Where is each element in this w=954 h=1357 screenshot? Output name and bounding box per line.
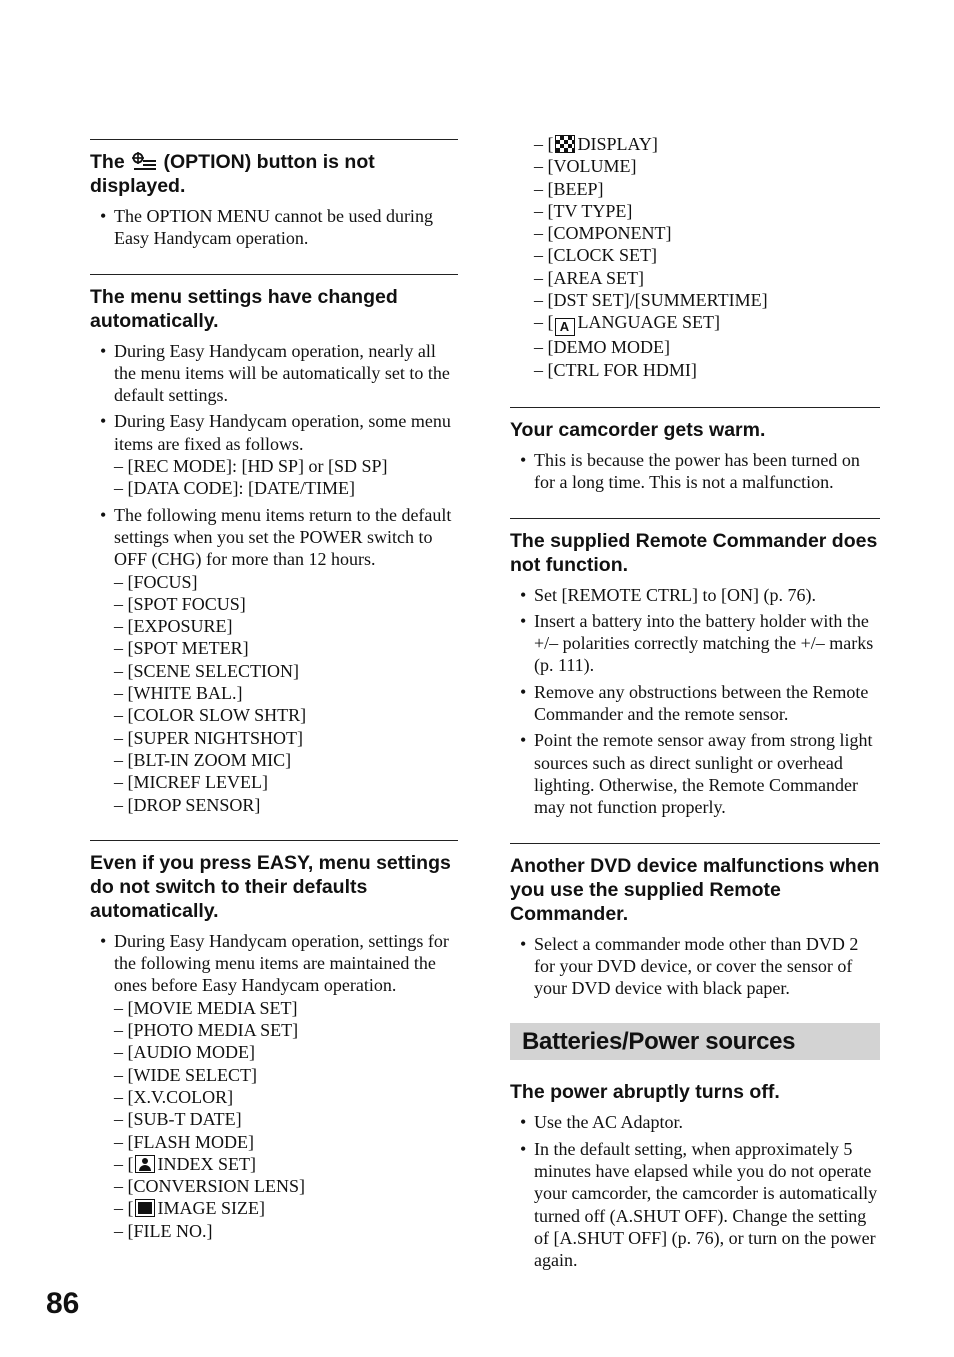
sub-list (114, 455, 458, 500)
sub-item: – [WIDE SELECT] (114, 1064, 257, 1085)
sub-item: – [AUDIO MODE] (114, 1042, 255, 1063)
list-item: • The following menu items return to the default settings when you set the POWER switch to OFF (CHG) for more than 12 hours. – [FOCUS] – [SPOT FOCUS] – [EXPOSURE] – [SPOT METER] – [SCENE SELECTION] – [WHITE BAL.] – [COLOR SLOW SHTR] – [SUPER NIGHTSHOT] – [BLT-IN ZOOM MIC] – [MICREF LEVEL] – [DROP SENSOR] (90, 504, 458, 816)
section-remote-not-function (510, 518, 880, 819)
list-item: • This is because the power has been turned on for a long time. This is not a malfunction. (510, 449, 880, 494)
bullet-list (90, 205, 458, 250)
language-icon: A (555, 318, 575, 336)
sub-item: – [ INDEX SET] (114, 1153, 256, 1174)
sub-list (114, 571, 458, 816)
sub-item: – [DEMO MODE] (534, 337, 670, 358)
section-heading: The supplied Remote Commander does not function. (510, 529, 878, 576)
image-size-icon (135, 1199, 155, 1217)
sub-item: – [SUB-T DATE] (114, 1109, 242, 1130)
list-item: • Select a commander mode other than DVD 2 for your DVD device, or cover the sensor of your DVD device with black paper. (510, 933, 880, 1000)
sub-item: – [COLOR SLOW SHTR] (114, 705, 307, 726)
display-icon (555, 135, 575, 153)
sub-item: – [SPOT FOCUS] (114, 593, 246, 614)
sub-item: – [AREA SET] (534, 267, 644, 288)
sub-item: – [DROP SENSOR] (114, 794, 261, 815)
sub-item: – [BEEP] (534, 178, 604, 199)
section-dvd-malfunction (510, 843, 880, 1000)
sub-list (114, 997, 458, 1242)
section-easy-defaults (90, 840, 458, 1242)
section-heading: The power abruptly turns off. (510, 1081, 780, 1104)
sub-item: – [DATA CODE]: [DATE/TIME] (114, 478, 356, 499)
list-item: • Insert a battery into the battery holder with the +/– polarities correctly matching the +/– marks (p. 111). (510, 610, 880, 677)
sub-item: – [REC MODE]: [HD SP] or [SD SP] (114, 456, 388, 477)
list-item: • Remove any obstructions between the Remote Commander and the remote sensor. (510, 681, 880, 726)
section-heading: The (OPTION) button is not displayed. (90, 151, 375, 197)
section-menu-settings-changed (90, 274, 458, 816)
bullet-list (90, 930, 458, 1242)
sub-item: – [DST SET]/[SUMMERTIME] (534, 290, 768, 311)
list-item: • During Easy Handycam operation, nearly all the menu items will be automatically set to the default settings. (90, 340, 458, 407)
sub-item: – [SUPER NIGHTSHOT] (114, 727, 303, 748)
bullet-list (510, 584, 880, 819)
bullet-list (510, 933, 880, 1000)
section-heading: Your camcorder gets warm. (510, 418, 766, 441)
section-banner-batteries: Batteries/Power sources (510, 1023, 880, 1060)
sub-item: – [SCENE SELECTION] (114, 660, 299, 681)
list-item: • The OPTION MENU cannot be used during Easy Handycam operation. (90, 205, 458, 250)
list-item: • Set [REMOTE CTRL] to [ON] (p. 76). (510, 584, 880, 606)
sub-item: – [ A LANGUAGE SET] (534, 312, 720, 335)
list-item: • During Easy Handycam operation, settings for the following menu items are maintained the ones before Easy Handycam operation. – [MOVIE MEDIA SET] – [PHOTO MEDIA SET] – [AUDIO MODE] – [WIDE SELECT] – [X.V.COLOR] – [SUB-T DATE] – [FLASH MODE] – [ INDEX SET] – [CONVERSION LENS] – [ IMAGE SIZE] – [FILE NO.] (90, 930, 458, 1242)
sub-item: – [CTRL FOR HDMI] (534, 359, 697, 380)
sub-item: – [SPOT METER] (114, 638, 249, 659)
sub-item: – [EXPOSURE] (114, 616, 233, 637)
section-heading: Another DVD device malfunctions when you use the supplied Remote Commander. (510, 854, 880, 925)
sub-item: – [X.V.COLOR] (114, 1086, 234, 1107)
bullet-list (90, 340, 458, 816)
section-power-turns-off (510, 1080, 880, 1271)
list-item: • In the default setting, when approximately 5 minutes have elapsed while you do not operate your camcorder, the camcorder is automatically turned off (A.SHUT OFF). Change the setting of [A.SHUT OFF] (p. 76), or turn on the power again. (510, 1138, 880, 1272)
sub-item: – [CONVERSION LENS] (114, 1176, 305, 1197)
section-camcorder-warm (510, 407, 880, 494)
sub-item: – [PHOTO MEDIA SET] (114, 1020, 299, 1041)
left-column (90, 139, 458, 1266)
sub-item: – [ DISPLAY] (534, 134, 658, 154)
right-column (510, 133, 880, 1296)
sub-item: – [FLASH MODE] (114, 1131, 255, 1152)
continued-menu-list (510, 133, 880, 381)
sub-item: – [VOLUME] (534, 156, 637, 177)
sub-list (510, 133, 880, 381)
sub-item: – [FOCUS] (114, 571, 198, 592)
section-heading: Even if you press EASY, menu settings do not switch to their defaults automatically. (90, 851, 451, 922)
list-item: • During Easy Handycam operation, some menu items are fixed as follows. – [REC MODE]: [HD SP] or [SD SP] – [DATA CODE]: [DATE/TIME] (90, 410, 458, 499)
sub-item: – [ IMAGE SIZE] (114, 1198, 265, 1219)
sub-item: – [COMPONENT] (534, 223, 672, 244)
bullet-list (510, 1111, 880, 1271)
section-option-button (90, 139, 458, 250)
sub-item: – [FILE NO.] (114, 1220, 213, 1241)
sub-item: – [TV TYPE] (534, 200, 633, 221)
sub-item: – [WHITE BAL.] (114, 683, 243, 704)
sub-item: – [MICREF LEVEL] (114, 772, 268, 793)
sub-item: – [MOVIE MEDIA SET] (114, 997, 298, 1018)
section-heading: The menu settings have changed automatically. (90, 285, 398, 332)
bullet-list (510, 449, 880, 494)
option-icon (130, 151, 158, 171)
list-item: • Point the remote sensor away from strong light sources such as direct sunlight or overhead lighting. Otherwise, the Remote Commander may not function properly. (510, 729, 880, 818)
page-number: 86 (46, 1287, 80, 1320)
sub-item: – [CLOCK SET] (534, 245, 657, 266)
sub-item: – [BLT-IN ZOOM MIC] (114, 749, 292, 770)
list-item: • Use the AC Adaptor. (510, 1111, 880, 1133)
person-index-icon (135, 1155, 155, 1173)
